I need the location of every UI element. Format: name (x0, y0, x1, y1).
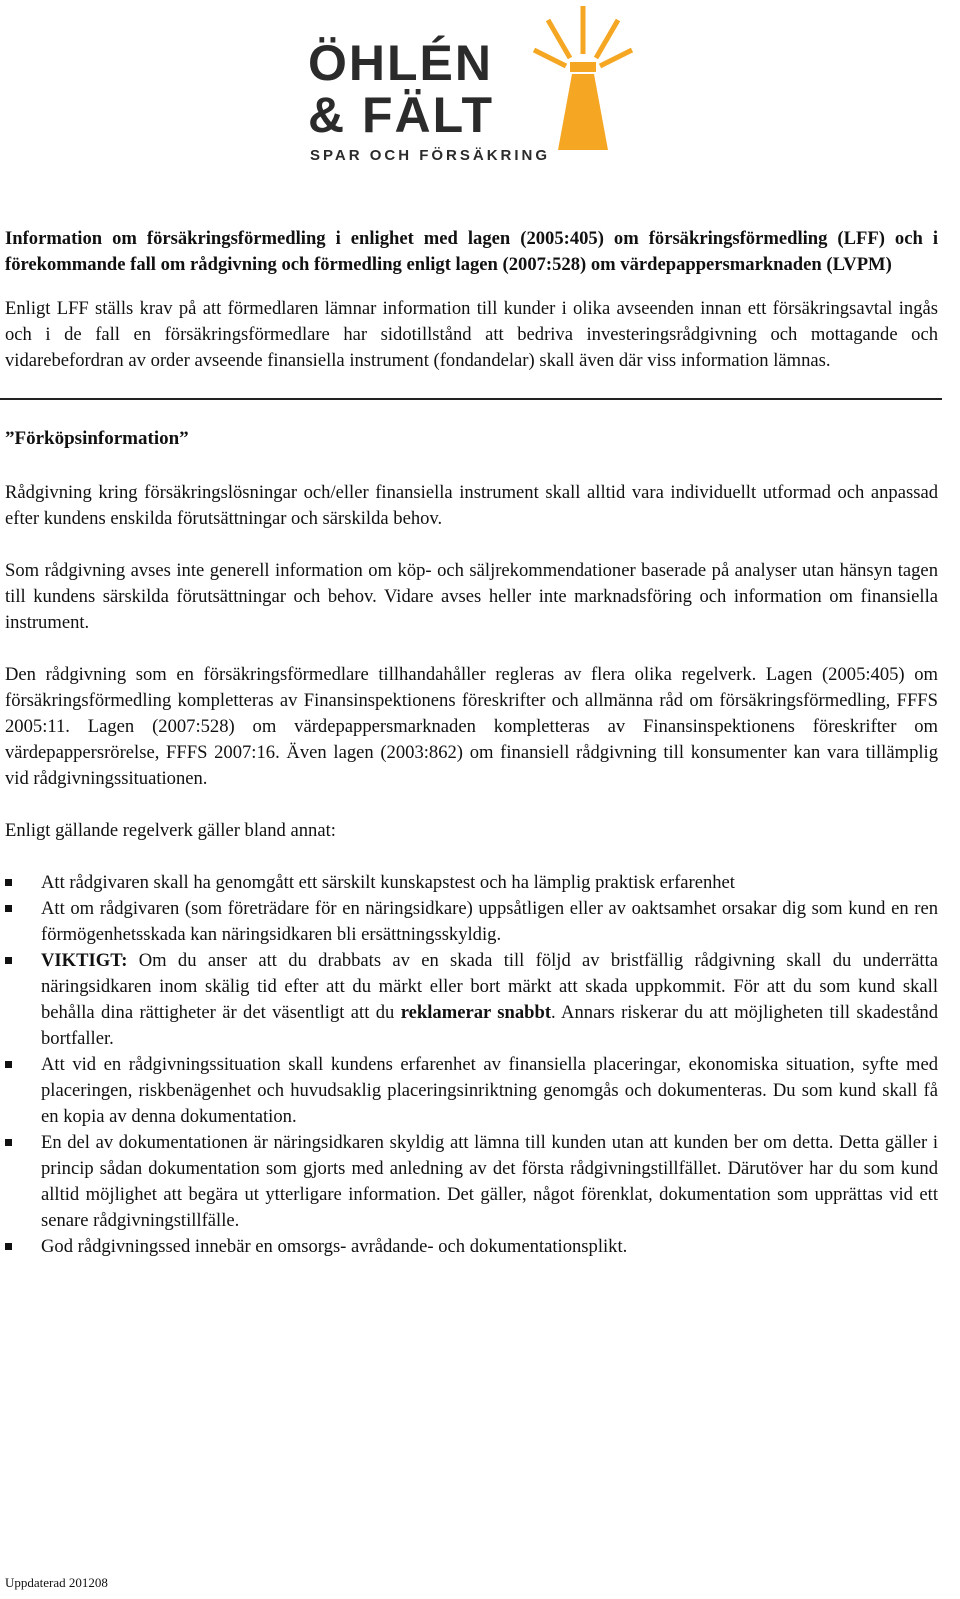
divider (0, 398, 942, 400)
intro-paragraph: Enligt LFF ställs krav på att förmedlaren lämnar information till kunder i olika avseenden innan ett försäkringsavtal ingås och i de fall en försäkringsförmedlare har sidotillstånd att bedriva investeringsrådgivning och mottagande och vidarebefordran av order avseende finansiella instrument (fondandelar) skall även där viss information lämnas. (5, 298, 938, 371)
logo-line2: & FÄLT (308, 87, 495, 143)
document-heading: Information om försäkringsförmedling i enlighet med lagen (2005:405) om försäkringsförmedling (LFF) och i förekommande fall om rådgivning och förmedling enligt lagen (2007:528) om värdepappersmarknaden (LVPM) (5, 228, 938, 275)
important-text: Om du anser att du drabbats av en skada till följd av bristfällig rådgivning skall du underrätta näringsidkaren inom skälig tid efter att du märkt eller bort märkt att skada uppkommit. För att du som kund skall behålla dina rättigheter är det väsentligt att du (41, 950, 938, 1023)
list-item (5, 948, 938, 1052)
lighthouse-icon (534, 6, 632, 150)
logo-graphic (308, 2, 648, 164)
rules-list (5, 870, 938, 1260)
list-intro: Enligt gällande regelverk gäller bland annat: (5, 820, 336, 841)
important-label: VIKTIGT: (41, 950, 128, 971)
paragraph-2: Som rådgivning avses inte generell information om köp- och säljrekommendationer baserade på analyser utan hänsyn tagen till kundens särskilda förutsättningar och behov. Vidare avses heller inte marknadsföring och information om finansiella instrument. (5, 560, 938, 633)
list-item: En del av dokumentationen är näringsidkaren skyldig att lämna till kunden utan att kunden ber om detta. Detta gäller i princip sådan dokumentation som gjorts med anledning av det första rådgivningstillfället. Därutöver har du som kund alltid möjlighet att begära ut ytterligare information. Det gäller, något förenklat, dokumentation som upprättas vid ett senare rådgivningstillfälle. (5, 1130, 938, 1234)
logo-tagline: SPAR OCH FÖRSÄKRING (310, 147, 551, 164)
logo-line1: ÖHLÉN (308, 35, 493, 91)
list-item: God rådgivningssed innebär en omsorgs- avrådande- och dokumentationsplikt. (5, 1234, 938, 1260)
section-title: ”Förköpsinformation” (5, 428, 189, 449)
paragraph-3: Den rådgivning som en försäkringsförmedlare tillhandahåller regleras av flera olika regelverk. Lagen (2005:405) om försäkringsförmedling kompletteras av Finansinspektionens föreskrifter och allmänna råd om försäkringsförmedling, FFFS 2005:11. Lagen (2007:528) om värdepappersmarknaden kompletteras av Finansinspektionens föreskrifter om värdepappersrörelse, FFFS 2007:16. Även lagen (2003:862) om finansiell rådgivning till konsumenter kan vara tillämplig vid rådgivningssituationen. (5, 664, 938, 789)
paragraph-1: Rådgivning kring försäkringslösningar och/eller finansiella instrument skall alltid vara individuellt utformad och anpassad efter kundens enskilda förutsättningar och särskilda behov. (5, 482, 938, 529)
important-emphasis: reklamerar snabbt (400, 1002, 552, 1023)
list-item: Att om rådgivaren (som företrädare för en näringsidkare) uppsåtligen eller av oaktsamhet orsakar dig som kund en ren förmögenhetsskada kan näringsidkaren bli ersättningsskyldig. (5, 896, 938, 948)
list-item: Att rådgivaren skall ha genomgått ett särskilt kunskapstest och ha lämplig praktisk erfarenhet (5, 870, 938, 896)
company-logo (308, 2, 648, 164)
important-tail: . Annars riskerar du att möjligheten till skadestånd bortfaller. (41, 1002, 939, 1049)
footer-updated: Uppdaterad 201208 (5, 1575, 108, 1590)
document-body (5, 226, 938, 1260)
list-item: Att vid en rådgivningssituation skall kundens erfarenhet av finansiella placeringar, ekonomiska situation, syfte med placeringen, riskbenägenhet och huvudsaklig placeringsinriktning genomgås och dokumenteras. Du som kund skall få en kopia av denna dokumentation. (5, 1052, 938, 1130)
